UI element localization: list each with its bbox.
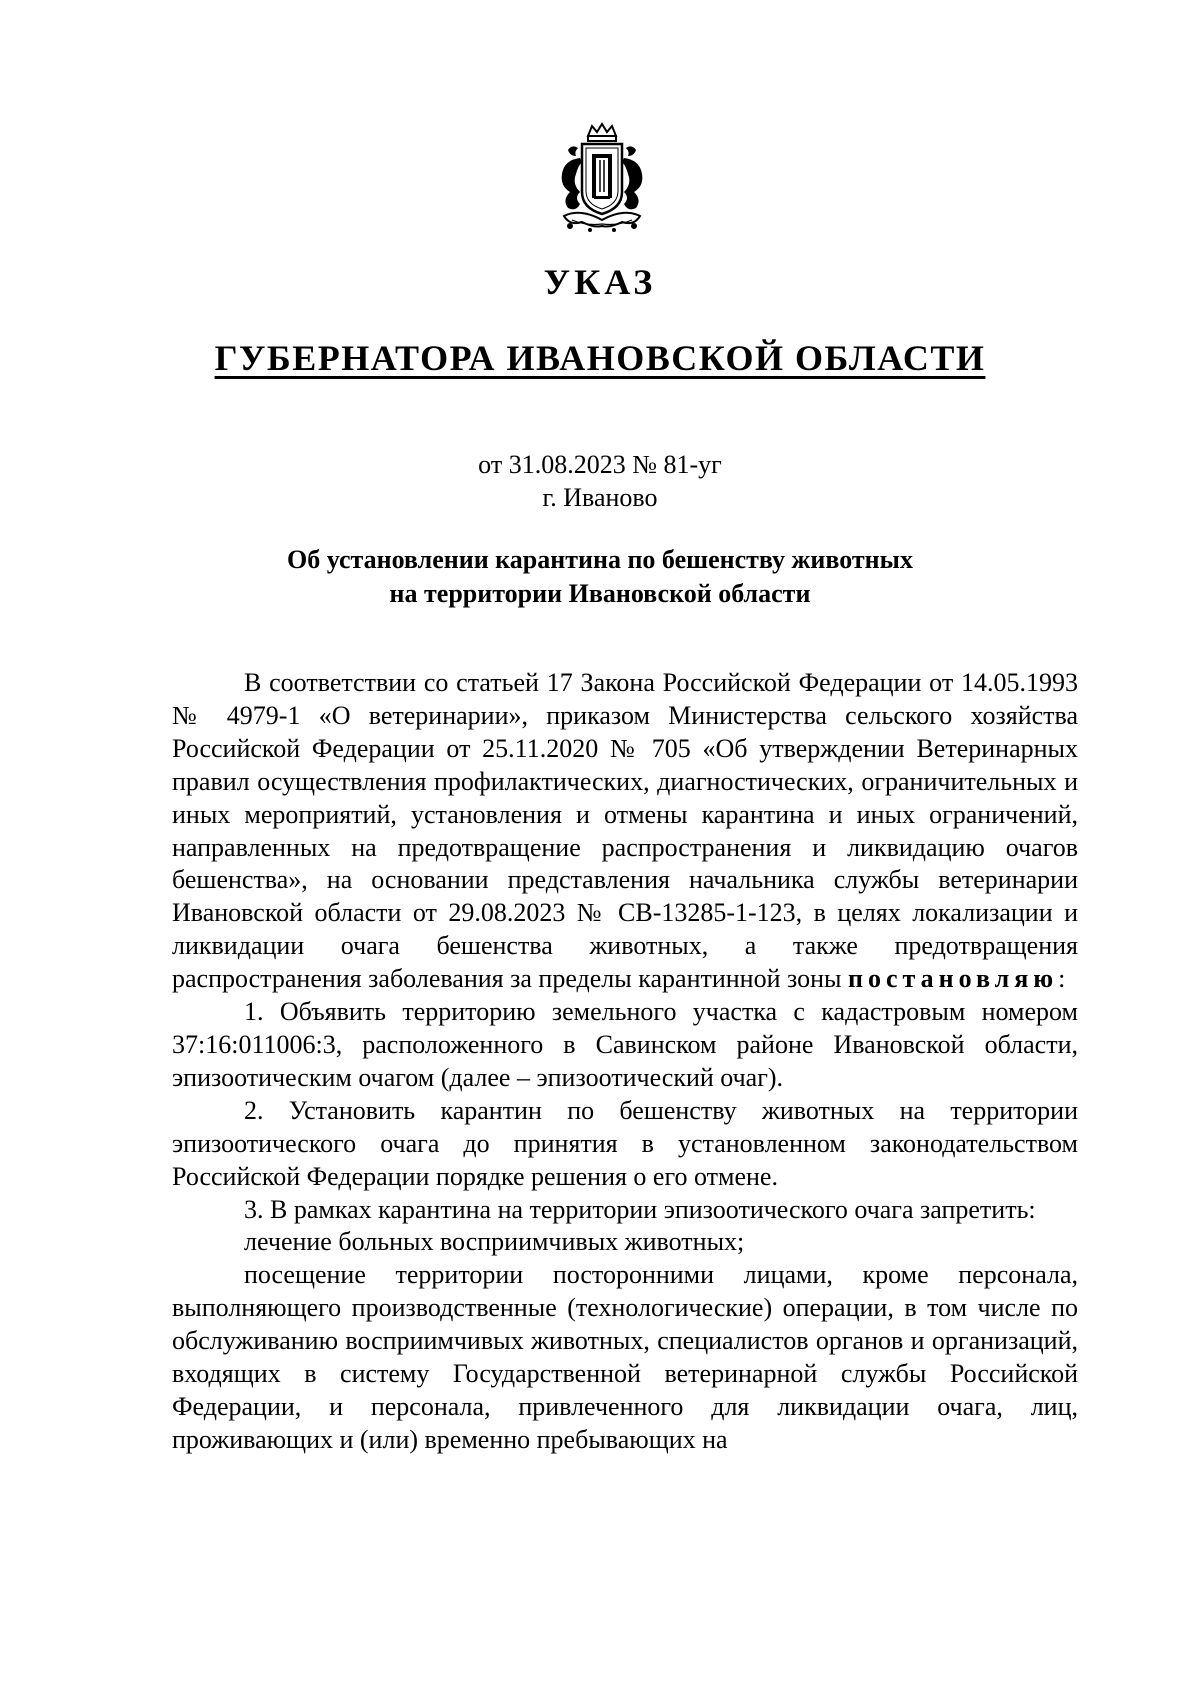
item-2: 2. Установить карантин по бешенству животных на территории эпизоотического очага до принятия в установленном законодательством Российской Федерации порядке решения о его отмене.: [172, 1095, 1078, 1191]
item-1: 1. Объявить территорию земельного участка с кадастровым номером 37:16:011006:3, расположенного в Савинском районе Ивановской области, эпизоотическим очагом (далее – эпизоотический очаг).: [172, 997, 1078, 1092]
subject-line-2: на территории Ивановской области: [389, 579, 811, 608]
item-3: 3. В рамках карантина на территории эпизоотического очага запретить:: [244, 1194, 1036, 1224]
resolve-colon: :: [1058, 964, 1066, 994]
city: г. Иваново: [542, 483, 658, 512]
issuer-title-text: ГУБЕРНАТОРА ИВАНОВСКОЙ ОБЛАСТИ: [214, 338, 986, 378]
preamble-paragraph: [172, 667, 1078, 996]
preamble-text: В соответствии со статьей 17 Закона Российской Федерации от 14.05.1993 № 4979-1 «О ветеринарии», приказом Министерства сельского хозяйства Российской Федерации от 25.11.2020 № 705 «Об утверждении Ветеринарных правил осуществления профилактических, диагностических, ограничительных и иных мероприятий, установления и отмены карантина и иных ограничений, направленных на предотвращение распространения и ликвидацию очагов бешенства», на основании представления начальника службы ветеринарии Ивановской области от 29.08.2023 № СВ-13285-1-123, в целях локализации и ликвидации очага бешенства животных, а также предотвращения распространения заболевания за пределы карантинной зоны: [172, 668, 1078, 994]
item-3-a: лечение больных восприимчивых животных;: [244, 1227, 745, 1257]
date-number: от 31.08.2023 № 81-уг: [478, 450, 722, 479]
resolve-word: постановляю: [848, 964, 1059, 994]
document-body: [172, 667, 1078, 1457]
ivanovo-coat-of-arms-icon: [550, 122, 654, 234]
document-meta: [0, 448, 1200, 514]
issuer-title: [0, 338, 1200, 378]
document-type-title: УКАЗ: [543, 262, 657, 302]
document-subject: [0, 543, 1200, 611]
subject-line-1: Об установлении карантина по бешенству животных: [287, 545, 913, 574]
item-3-b: посещение территории посторонними лицами, кроме персонала, выполняющего производственные (технологические) операции, в том числе по обслуживанию восприимчивых животных, специалистов органов и организаций, входящих в систему Государственной ветеринарной службы Российской Федерации, и персонала, привлеченного для ликвидации очага, лиц, проживающих и (или) временно пребывающих на: [172, 1260, 1078, 1454]
